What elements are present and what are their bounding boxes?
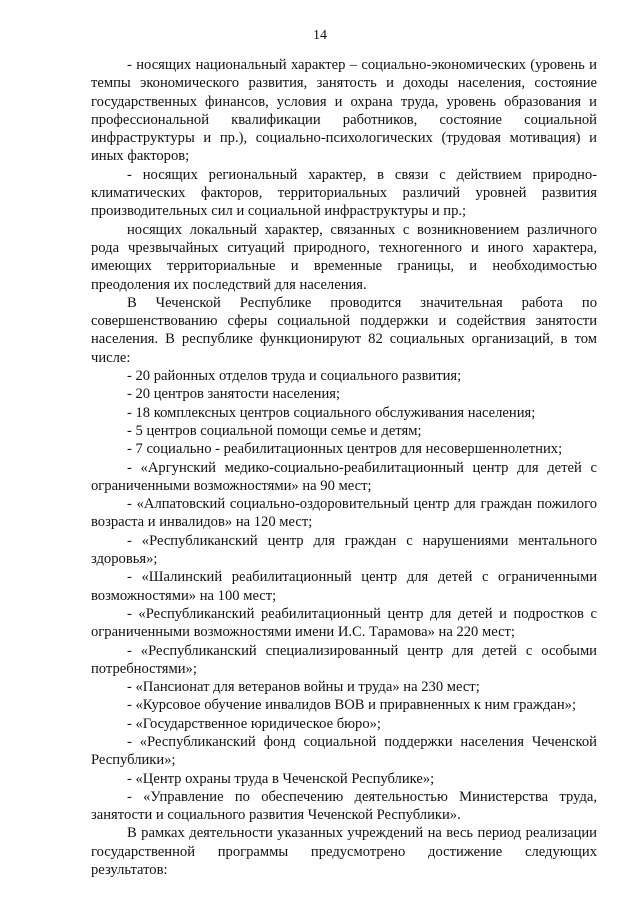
list-item: - «Центр охраны труда в Чеченской Республике»;: [127, 770, 435, 787]
list-item: - 5 центров социальной помощи семье и детям;: [127, 422, 422, 439]
paragraph-chechen-republic-intro: В Чеченской Республике проводится значительная работа по совершенствованию сферы социальной поддержки и содействия занятости населения. В республике функционируют 82 социальных организаций, в том числе:: [91, 294, 597, 366]
list-item: - 18 комплексных центров социального обслуживания населения;: [127, 404, 536, 421]
page-number: 14: [313, 28, 327, 43]
list-item: - 20 районных отделов труда и социального развития;: [127, 368, 462, 385]
list-item: - «Шалинский реабилитационный центр для детей с ограниченными возможностями» на 100 мест;: [91, 569, 597, 604]
list-item: - «Аргунский медико-социально-реабилитационный центр для детей с ограниченными возможностями» на 90 мест;: [91, 459, 597, 494]
list-item: - «Алпатовский социально-оздоровительный центр для граждан пожилого возраста и инвалидов» на 120 мест;: [91, 496, 597, 531]
paragraph-regional-factors: - носящих региональный характер, в связи с действием природно-климатических факторов, территориальных различий уровней развития производительных сил и социальной инфраструктуры и пр.;: [91, 166, 597, 220]
paragraph-program-results: В рамках деятельности указанных учреждений на весь период реализации государственной программы предусмотрено достижение следующих результатов:: [91, 825, 597, 879]
list-item: - «Республиканский специализированный центр для детей с особыми потребностями»;: [91, 642, 597, 677]
list-item: - 7 социально - реабилитационных центров для несовершеннолетних;: [127, 441, 563, 458]
list-item: - «Республиканский реабилитационный центр для детей и подростков с ограниченными возможностями имени И.С. Тарамова» на 220 мест;: [91, 605, 597, 641]
list-item: - «Курсовое обучение инвалидов ВОВ и приравненных к ним граждан»;: [127, 697, 577, 714]
list-item: - «Управление по обеспечению деятельностью Министерства труда, занятости и социального развития Чеченской Республики».: [91, 788, 597, 824]
document-body: [91, 56, 597, 879]
paragraph-national-factors: - носящих национальный характер – социально-экономических (уровень и темпы экономического развития, занятость и доходы населения, состояние государственных финансов, условия и охрана труда, уровень образования и профессиональной квалификации работников, состояние социальной инфраструктуры и пр.), социально-психологических (трудовая мотивация) и иных факторов;: [91, 57, 597, 165]
list-item: - «Государственное юридическое бюро»;: [127, 715, 381, 732]
list-item: - «Республиканский фонд социальной поддержки населения Чеченской Республики»;: [91, 733, 597, 769]
list-item: - «Пансионат для ветеранов войны и труда» на 230 мест;: [127, 679, 480, 696]
paragraph-local-factors: носящих локальный характер, связанных с возникновением различного рода чрезвычайных ситуаций природного, техногенного и иного характера, имеющих территориальные и временные границы, и необходимостью преодоления их последствий для населения.: [91, 221, 597, 293]
list-item: - «Республиканский центр для граждан с нарушениями ментального здоровья»;: [91, 532, 597, 568]
list-item: - 20 центров занятости населения;: [127, 386, 341, 403]
